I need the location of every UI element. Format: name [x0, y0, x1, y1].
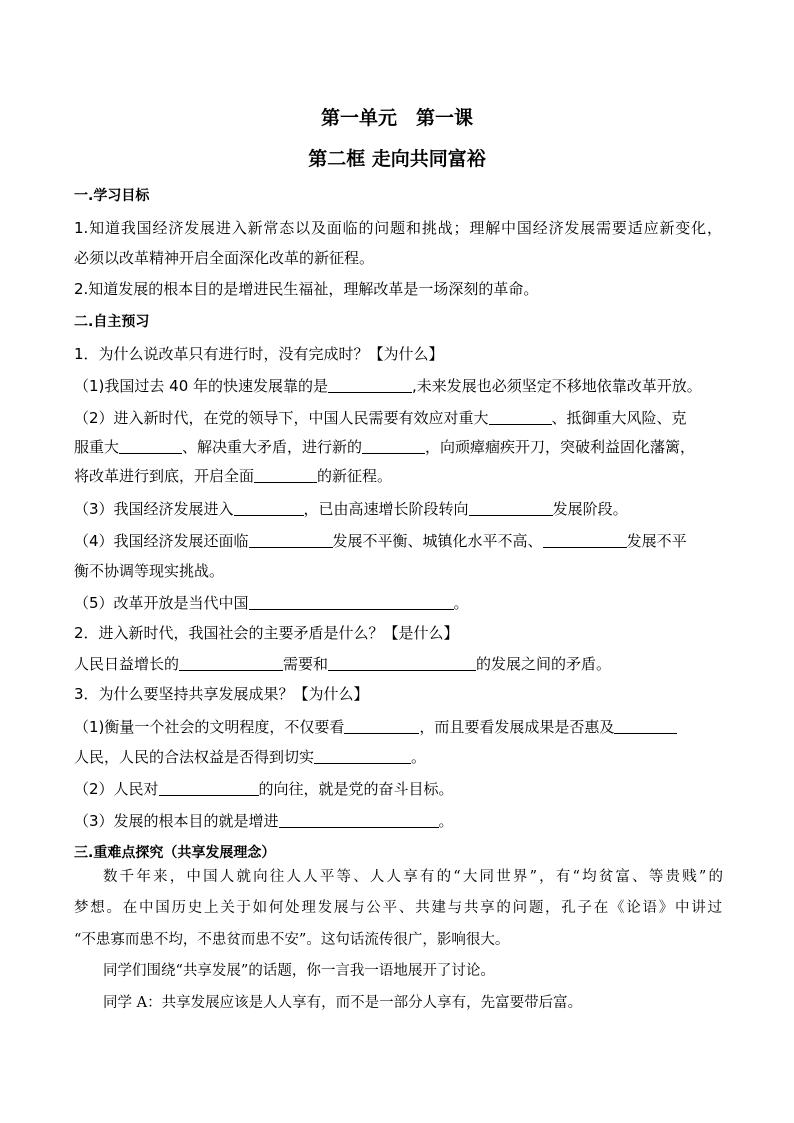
q1-item-1: （1)我国过去 40 年的快速发展靠的是 ,未来发展也必须坚定不移地依靠改革开放。: [74, 377, 702, 395]
fill-blank[interactable]: [234, 500, 304, 516]
fill-blank[interactable]: [328, 377, 412, 393]
fill-blank[interactable]: [179, 655, 283, 671]
fill-blank[interactable]: [469, 500, 553, 516]
fill-blank[interactable]: [362, 438, 425, 454]
q3-item-1-line-1: （1)衡量一个社会的文明程度，不仅要看 ，而且要看发展成果是否惠及: [74, 717, 677, 737]
fill-blank[interactable]: [328, 655, 476, 671]
question-3: 3．为什么要坚持共享发展成果？【为什么】: [74, 685, 369, 703]
student-a-statement: 同学 A：共享发展应该是人人享有，而不是一部分人享有，先富要带后富。: [103, 995, 583, 1011]
fill-blank[interactable]: [119, 438, 182, 454]
section-heading-preview: 二.自主预习: [74, 314, 150, 330]
q2-answer: 人民日益增长的 需要和 的发展之间的矛盾。: [74, 655, 612, 673]
fill-blank[interactable]: [543, 532, 627, 548]
q1-item-2-line-3: 将改革进行到底，开启全面 的新征程。: [74, 467, 393, 485]
fill-blank[interactable]: [279, 812, 439, 828]
q3-item-3: （3）发展的根本目的就是增进 。: [74, 812, 454, 830]
fill-blank[interactable]: [344, 718, 419, 734]
discussion-intro: 同学们围绕“共享发展”的话题，你一言我一语地展开了讨论。: [103, 963, 495, 979]
passage-line-2: 梦想。在中国历史上关于如何处理发展与公平、共建与共享的问题，孔子在《论语》中讲过: [74, 900, 722, 916]
section-heading-goals: 一.学习目标: [74, 188, 150, 204]
q1-item-2-line-2: 服重大 、解决重大矛盾，进行新的 ，向顽瘴痼疾开刀，突破利益固化藩篱，: [74, 438, 696, 456]
fill-blank[interactable]: [614, 718, 677, 734]
fill-blank[interactable]: [249, 532, 333, 548]
fill-blank[interactable]: [489, 409, 552, 425]
fill-blank[interactable]: [159, 780, 259, 796]
question-2: 2．进入新时代，我国社会的主要矛盾是什么？【是什么】: [74, 624, 459, 642]
q1-item-5: （5）改革开放是当代中国 。: [74, 594, 469, 612]
page-subtitle: 第二框 走向共同富裕: [308, 148, 486, 170]
fill-blank[interactable]: [314, 748, 411, 764]
fill-blank[interactable]: [254, 467, 317, 483]
fill-blank[interactable]: [249, 594, 454, 610]
q1-item-2-line-1: （2）进入新时代，在党的领导下，中国人民需要有效应对重大 、抵御重大风险、克: [74, 409, 687, 427]
q1-item-3: （3）我国经济发展进入 ，已由高速增长阶段转向 发展阶段。: [74, 500, 628, 518]
goal-1-line-2: 必须以改革精神开启全面深化改革的新征程。: [74, 249, 375, 267]
section-heading-key-points: 三.重难点探究（共享发展理念）: [74, 845, 276, 861]
question-1: 1．为什么说改革只有进行时，没有完成时？【为什么】: [74, 345, 444, 363]
q1-item-4-line-2: 衡不协调等现实挑战。: [74, 562, 225, 580]
q3-item-2: （2）人民对 的向往，就是党的奋斗目标。: [74, 780, 454, 798]
passage-line-3: “不患寡而患不均，不患贫而患不安”。这句话流传很广，影响很大。: [74, 932, 510, 948]
goal-2: 2.知道发展的根本目的是增进民生福祉，理解改革是一场深刻的革命。: [74, 280, 539, 298]
page-title: 第一单元 第一课: [320, 107, 473, 129]
q3-item-1-line-2: 人民，人民的合法权益是否得到切实 。: [74, 748, 427, 766]
passage-line-1: 数千年来，中国人就向往人人平等、人人享有的“大同世界”，有“均贫富、等贵贱”的: [103, 869, 723, 885]
goal-1-line-1: 1.知道我国经济发展进入新常态以及面临的问题和挑战；理解中国经济发展需要适应新变化，: [74, 219, 722, 237]
q1-item-4-line-1: （4）我国经济发展还面临 发展不平衡、城镇化水平不高、 发展不平: [74, 532, 687, 550]
